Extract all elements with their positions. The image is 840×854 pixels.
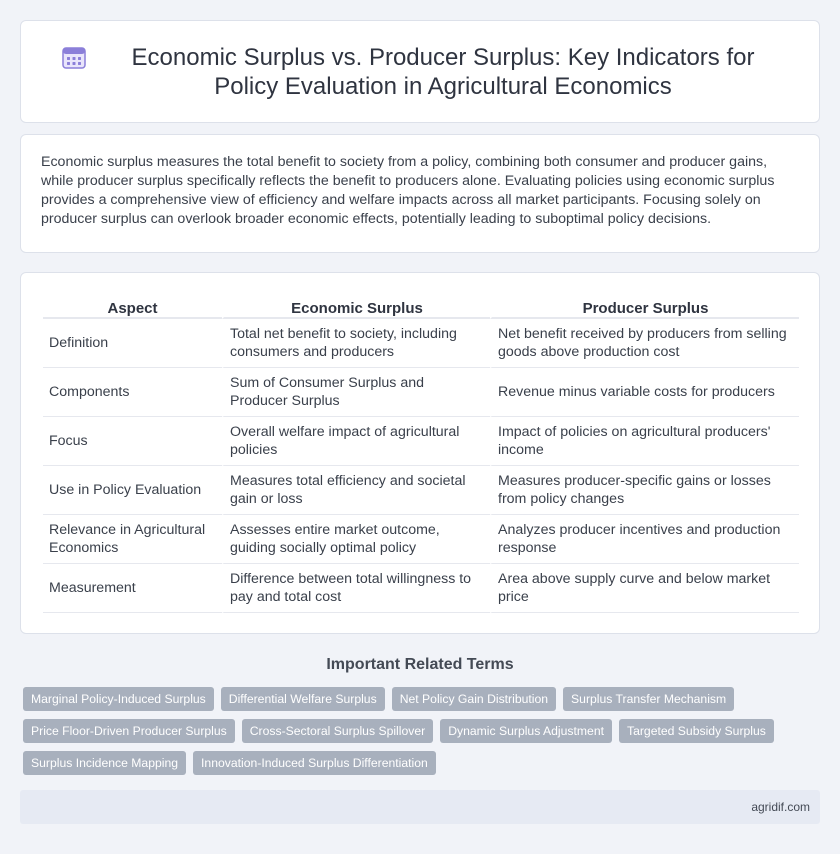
row-producer-surplus: Analyzes producer incentives and production response [490, 515, 799, 564]
footer-site-link[interactable]: agridif.com [751, 800, 810, 814]
related-term-tag[interactable]: Cross-Sectoral Surplus Spillover [242, 719, 433, 743]
table-row [43, 564, 799, 613]
intro-paragraph: Economic surplus measures the total benefit to society from a policy, combining both consumer and producer gains, while producer surplus specifically reflects the benefit to producers alone. Evaluating policies using economic surplus provides a comprehensive view of efficiency and welfare impacts across all market participants. Focusing solely on producer surplus can overlook broader economic effects, potentially leading to suboptimal policy decisions. [41, 154, 775, 227]
related-term-tag[interactable]: Targeted Subsidy Surplus [619, 719, 774, 743]
related-term-tag[interactable]: Innovation-Induced Surplus Differentiation [193, 751, 436, 775]
table-row [43, 515, 799, 564]
row-aspect: Focus [43, 417, 222, 466]
row-economic-surplus: Total net benefit to society, including consumers and producers [222, 319, 490, 368]
intro-card [20, 134, 820, 253]
row-economic-surplus: Measures total efficiency and societal gain or loss [222, 466, 490, 515]
row-producer-surplus: Revenue minus variable costs for producers [490, 368, 799, 417]
related-term-tag[interactable]: Surplus Transfer Mechanism [563, 687, 734, 711]
related-term-tag[interactable]: Marginal Policy-Induced Surplus [23, 687, 214, 711]
row-producer-surplus: Impact of policies on agricultural producers' income [490, 417, 799, 466]
related-term-tag[interactable]: Net Policy Gain Distribution [392, 687, 556, 711]
related-term-tag[interactable]: Price Floor-Driven Producer Surplus [23, 719, 235, 743]
row-economic-surplus: Sum of Consumer Surplus and Producer Surplus [222, 368, 490, 417]
row-economic-surplus: Overall welfare impact of agricultural policies [222, 417, 490, 466]
table-header-row [43, 297, 799, 319]
table-row [43, 319, 799, 368]
related-term-tag[interactable]: Surplus Incidence Mapping [23, 751, 186, 775]
row-aspect: Measurement [43, 564, 222, 613]
row-economic-surplus: Difference between total willingness to pay and total cost [222, 564, 490, 613]
comparison-card [20, 272, 820, 634]
row-economic-surplus: Assesses entire market outcome, guiding socially optimal policy [222, 515, 490, 564]
related-term-tag[interactable]: Dynamic Surplus Adjustment [440, 719, 612, 743]
related-terms-heading: Important Related Terms [326, 656, 514, 673]
row-aspect: Use in Policy Evaluation [43, 466, 222, 515]
table-row [43, 368, 799, 417]
calendar-icon [61, 44, 87, 70]
row-producer-surplus: Area above supply curve and below market price [490, 564, 799, 613]
comparison-table [43, 297, 799, 613]
column-header-producer-surplus: Producer Surplus [490, 297, 799, 319]
row-producer-surplus: Net benefit received by producers from selling goods above production cost [490, 319, 799, 368]
row-aspect: Definition [43, 319, 222, 368]
title-card [20, 20, 820, 123]
footer [20, 790, 820, 824]
row-aspect: Components [43, 368, 222, 417]
row-aspect: Relevance in Agricultural Economics [43, 515, 222, 564]
table-row [43, 466, 799, 515]
column-header-economic-surplus: Economic Surplus [222, 297, 490, 319]
row-producer-surplus: Measures producer-specific gains or losses from policy changes [490, 466, 799, 515]
column-header-aspect: Aspect [43, 297, 222, 319]
related-term-tag[interactable]: Differential Welfare Surplus [221, 687, 385, 711]
page-title: Economic Surplus vs. Producer Surplus: Key Indicators for Policy Evaluation in Agricultural Economics [131, 43, 755, 100]
table-row [43, 417, 799, 466]
title-wrap [21, 43, 819, 101]
related-terms-list [23, 687, 823, 775]
